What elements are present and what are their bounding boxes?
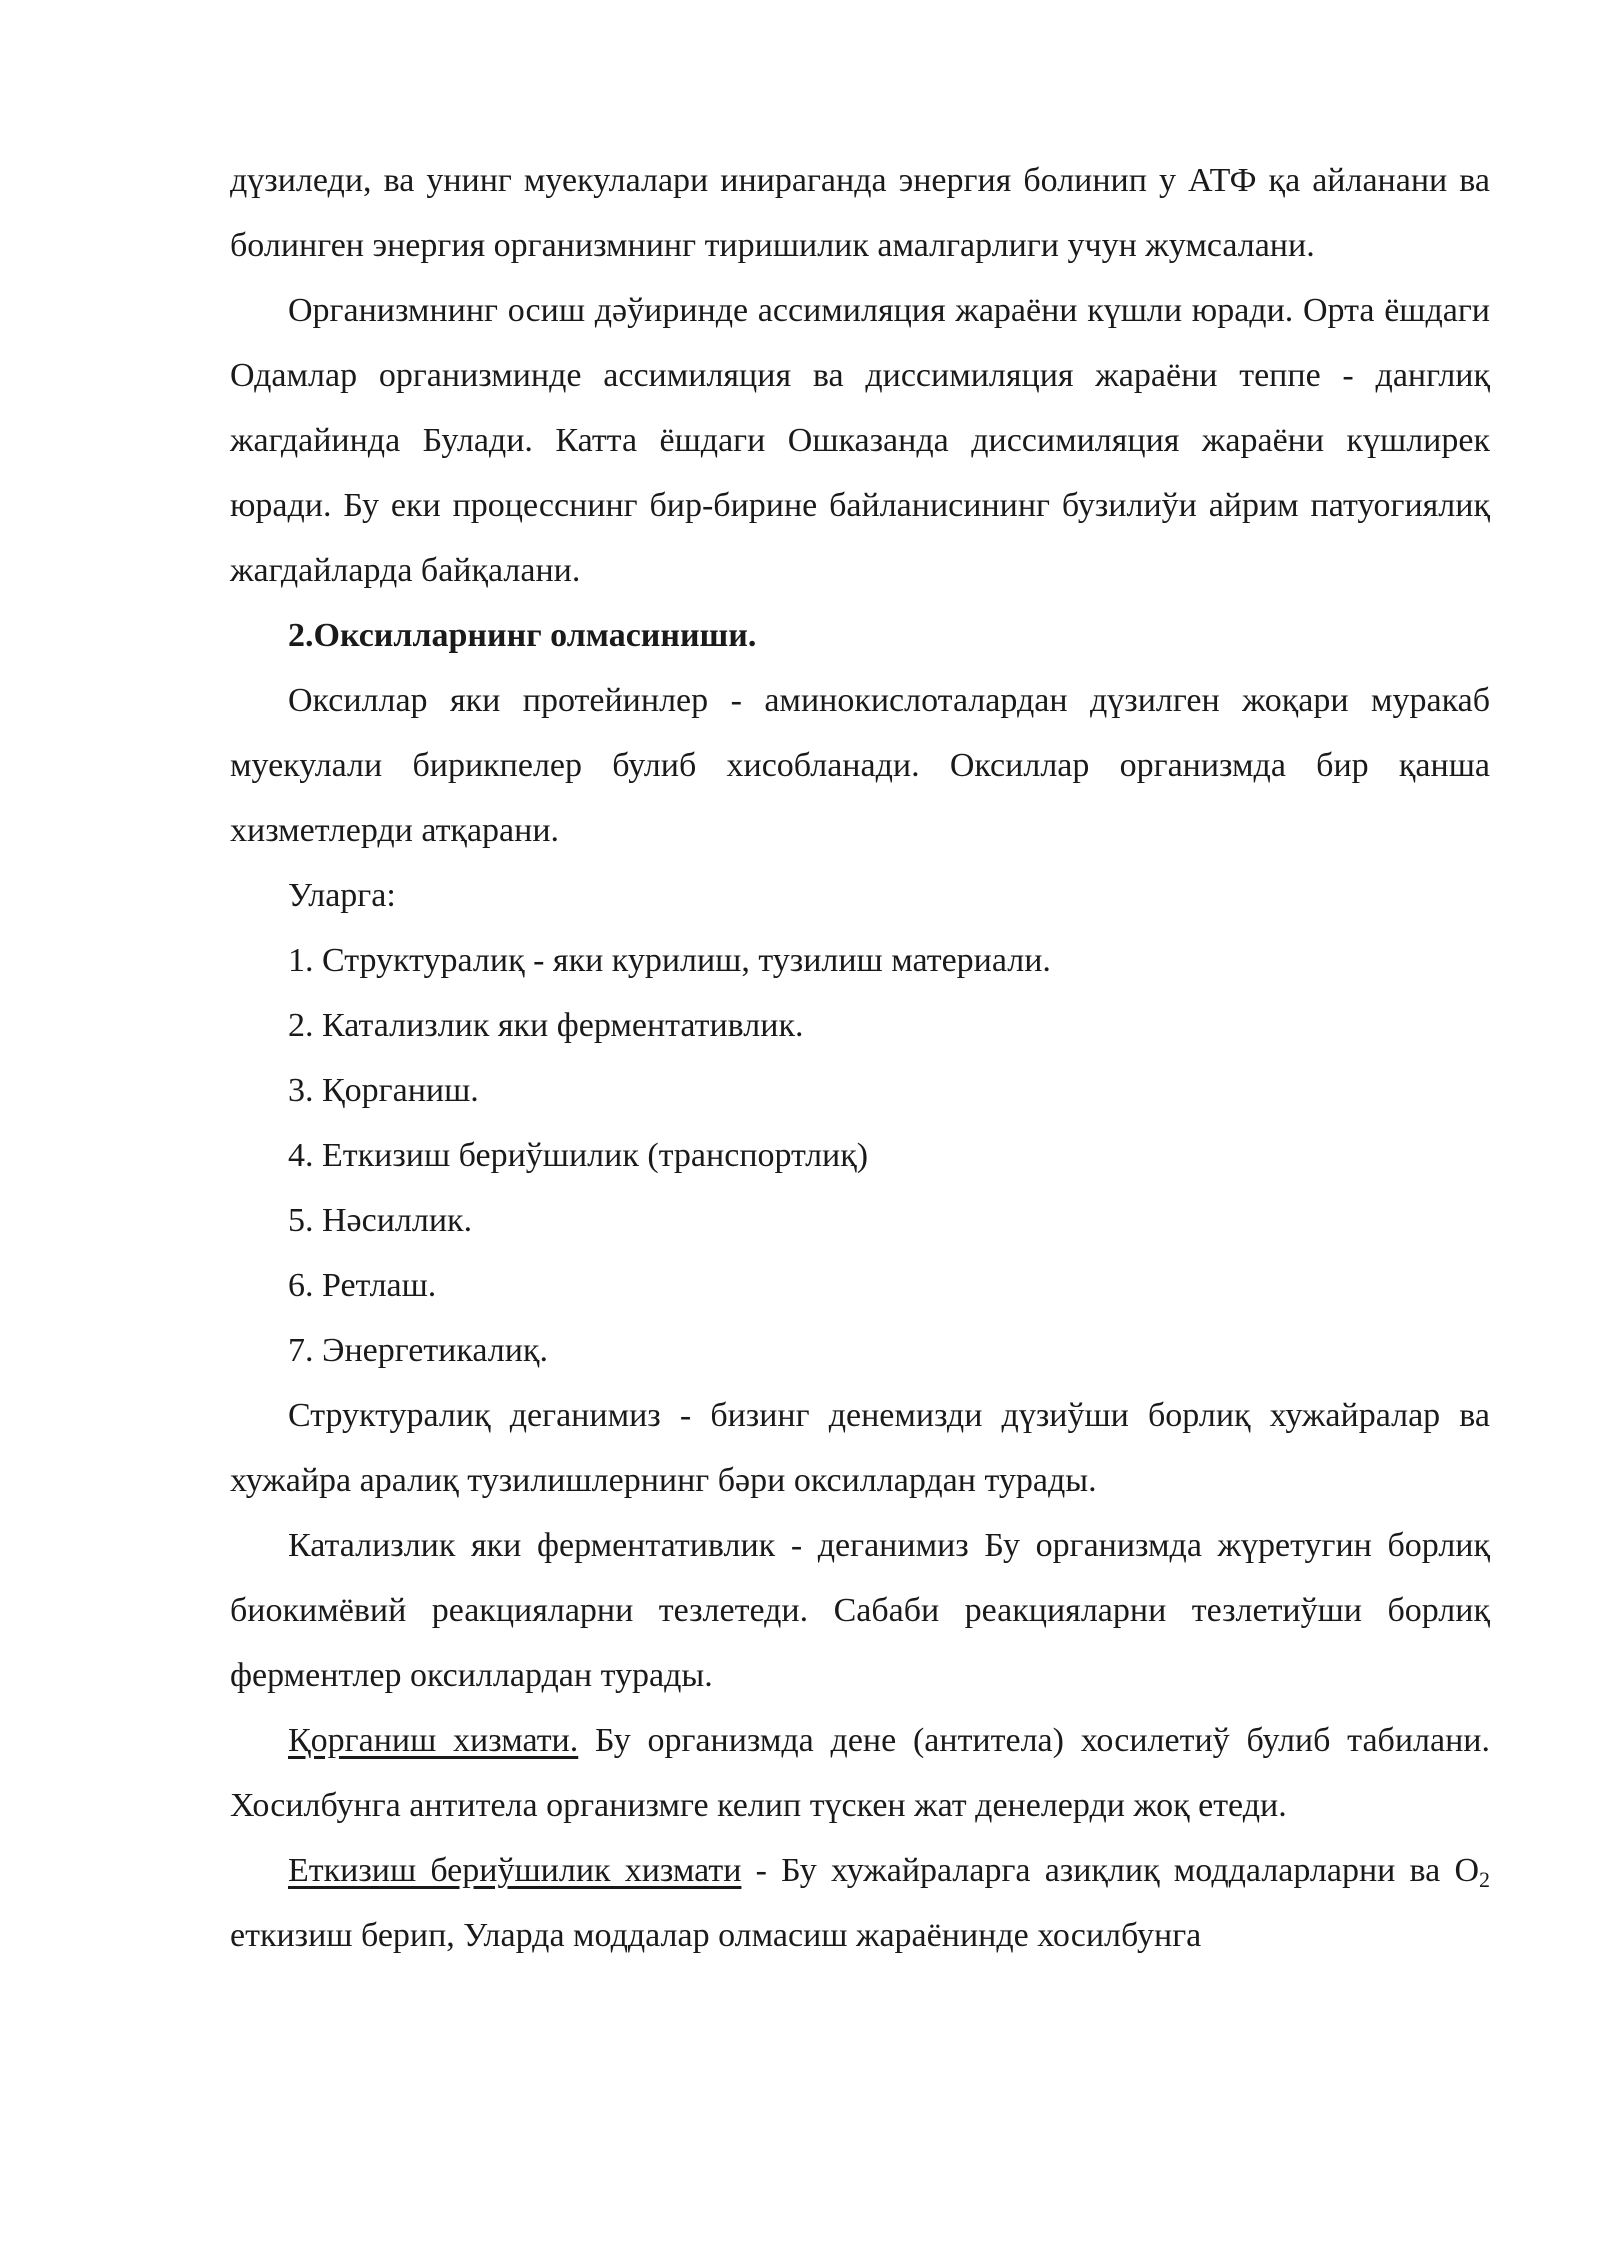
paragraph-structural: Структуралиқ деганимиз - бизинг денемизди дүзиўши борлиқ хужайралар ва хужайра аралиқ тузилишлернинг бәри оксиллардан турады.: [230, 1397, 1490, 1499]
section-heading: 2.Оксилларнинг олмасиниши.: [288, 617, 757, 654]
oxygen-subscript: 2: [1479, 1867, 1490, 1892]
list-item: 3. Қорганиш.: [288, 1072, 479, 1109]
term-protection: Қорганиш хизмати.: [288, 1722, 579, 1759]
transport-text-a: - Бу хужайраларга азиқлиқ моддаларларни ва О: [741, 1852, 1479, 1889]
paragraph-protection: [230, 1708, 1490, 1838]
list-item: 7. Энергетикалиқ.: [288, 1332, 548, 1369]
paragraph-transport: [230, 1838, 1490, 1968]
document-page: [230, 148, 1490, 1968]
paragraph-growth: Организмнинг осиш дәўиринде ассимиляция жараёни күшли юради. Орта ёшдаги Одамлар организминде ассимиляция ва диссимиляция жараёни теппе - данглиқ жагдайинда Булади. Катта ёшдаги Ошказанда диссимиляция жараёни күшлирек юради. Бу еки процесснинг бир-бирине байланисининг бузилиўи айрим патуогиялиқ жагдайларда байқалани.: [230, 292, 1490, 589]
protection-text: Бу организмда дене (антитела) хосилетиў булиб табилани. Хосилбунга антитела организмге келип түскен жат денелерди жоқ етеди.: [230, 1722, 1490, 1824]
paragraph-catalytic: Катализлик яки ферментативлик - деганимиз Бу организмда жүретугин борлиқ биокимёвий реакцияларни тезлетеди. Сабаби реакцияларни тезлетиўши борлиқ ферментлер оксиллардан турады.: [230, 1527, 1490, 1694]
list-intro: Уларга:: [288, 877, 396, 914]
term-transport: Еткизиш бериўшилик хизмати: [288, 1852, 742, 1889]
list-item: 2. Катализлик яки ферментативлик.: [288, 1007, 804, 1044]
list-item: 6. Ретлаш.: [288, 1267, 437, 1304]
list-item: 5. Нәсиллик.: [288, 1202, 473, 1239]
paragraph-intro: дүзиледи, ва унинг муекулалари инираганда энергия болинип у АТФ қа айланани ва болинген энергия организмнинг тиришилик амалгарлиги учун жумсалани.: [230, 162, 1490, 264]
list-item: 1. Структуралиқ - яки курилиш, тузилиш материали.: [288, 942, 1051, 979]
list-item: 4. Еткизиш бериўшилик (транспортлиқ): [288, 1137, 869, 1174]
paragraph-proteins: Оксиллар яки протейинлер - аминокислоталардан дүзилген жоқари муракаб муекулали бирикпелер булиб хисобланади. Оксиллар организмда бир қанша хизметлерди атқарани.: [230, 682, 1490, 849]
transport-text-b: еткизиш берип, Уларда моддалар олмасиш жараёнинде хосилбунга: [230, 1917, 1202, 1954]
